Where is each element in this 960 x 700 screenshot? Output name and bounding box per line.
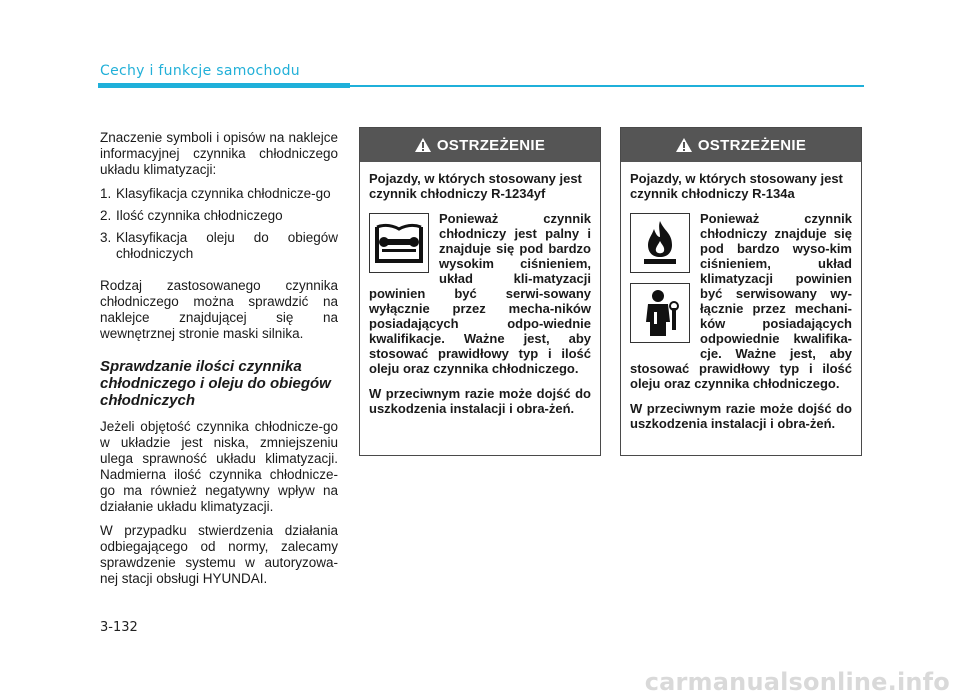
left-column [100, 130, 338, 587]
warning-header [360, 128, 600, 162]
warning-consequence-text: W przeciwnym razie może dojść do uszkodzenia instalacji i obra-żeń. [630, 401, 852, 431]
warning-header-label: OSTRZEŻENIE [436, 136, 546, 154]
warning-intro: Pojazdy, w których stosowany jest czynnik chłodniczy R-134a [630, 171, 843, 201]
list-item [100, 186, 338, 202]
refrigerant-amount-paragraph: Jeżeli objętość czynnika chłodnicze-go w układzie jest niska, zmniejszeniu ulega sprawność układu klimatyzacji. Nadmierna ilość czynnika chłodnicze-go ma również negatywny wpływ na działanie układu klimatyzacji. [100, 419, 338, 514]
label-symbols-list [100, 186, 338, 262]
flammable-icon [630, 213, 690, 273]
watermark: carmanualsonline.info [644, 668, 950, 696]
warning-intro: Pojazdy, w których stosowany jest czynnik chłodniczy R-1234yf [369, 171, 582, 201]
warning-consequence-text: W przeciwnym razie może dojść do uszkodzenia instalacji i obra-żeń. [369, 386, 591, 416]
warning-triangle-icon [415, 138, 431, 152]
section-title: Cechy i funkcje samochodu [100, 63, 300, 79]
warning-main-text: Ponieważ czynnik chłodniczy znajduje się pod bardzo wyso-kim ciśnieniem, układ klimatyzacji powinien być serwisowany wy-łącznie przez mechani-ków posiadających odpowiednie kwalifika-cje. Ważne jest, aby stosować prawidłowy typ i ilość oleju oraz czynnika chłodniczego. [630, 211, 852, 391]
service-recommendation-paragraph: W przypadku stwierdzenia działania odbiegającego od normy, zalecamy sprawdzenie systemu w autoryzowa-nej stacji obsługi HYUNDAI. [100, 523, 338, 586]
list-item-number: 2. [100, 208, 112, 223]
list-item-text: Ilość czynnika chłodniczego [116, 208, 283, 223]
warning-body [621, 162, 861, 431]
header-rule-thin [350, 85, 864, 87]
list-item-number: 1. [100, 186, 112, 201]
list-item [100, 208, 338, 224]
warning-header-label: OSTRZEŻENIE [697, 136, 807, 154]
list-item-number: 3. [100, 230, 112, 245]
header-rule-thick [98, 83, 350, 88]
list-item-text: Klasyfikacja oleju do obiegów chłodniczych [116, 230, 338, 261]
warning-icon-stack [630, 213, 690, 353]
page-number: 3-132 [100, 620, 138, 635]
warning-triangle-icon [676, 138, 692, 152]
warning-body [360, 162, 600, 416]
warning-box-r1234yf [359, 127, 601, 456]
subheading: Sprawdzanie ilości czynnika chłodniczego i oleju do obiegów chłodniczych [100, 358, 331, 409]
list-item-text: Klasyfikacja czynnika chłodnicze-go [116, 186, 331, 201]
warning-box-r134a [620, 127, 862, 456]
intro-paragraph: Znaczenie symboli i opisów na naklejce informacyjnej czynnika chłodniczego układu klimatyzacji: [100, 130, 338, 177]
warning-header [621, 128, 861, 162]
list-item [100, 230, 338, 262]
refrigerant-type-paragraph: Rodzaj zastosowanego czynnika chłodniczego można sprawdzić na naklejce znajdującej się na wewnętrznej stronie maski silnika. [100, 278, 338, 341]
mechanic-icon [630, 283, 690, 343]
warning-main-text: Ponieważ czynnik chłodniczy jest palny i znajduje się pod bardzo wysokim ciśnieniem, układ kli-matyzacji powinien być serwi-sowany wyłącznie przez mecha-ników posiadających odpo-wiednie kwalifikacje. Ważne jest, aby stosować prawidłowy typ i ilość oleju oraz czynnika chłodniczego. [369, 211, 591, 376]
service-manual-icon [369, 213, 429, 273]
